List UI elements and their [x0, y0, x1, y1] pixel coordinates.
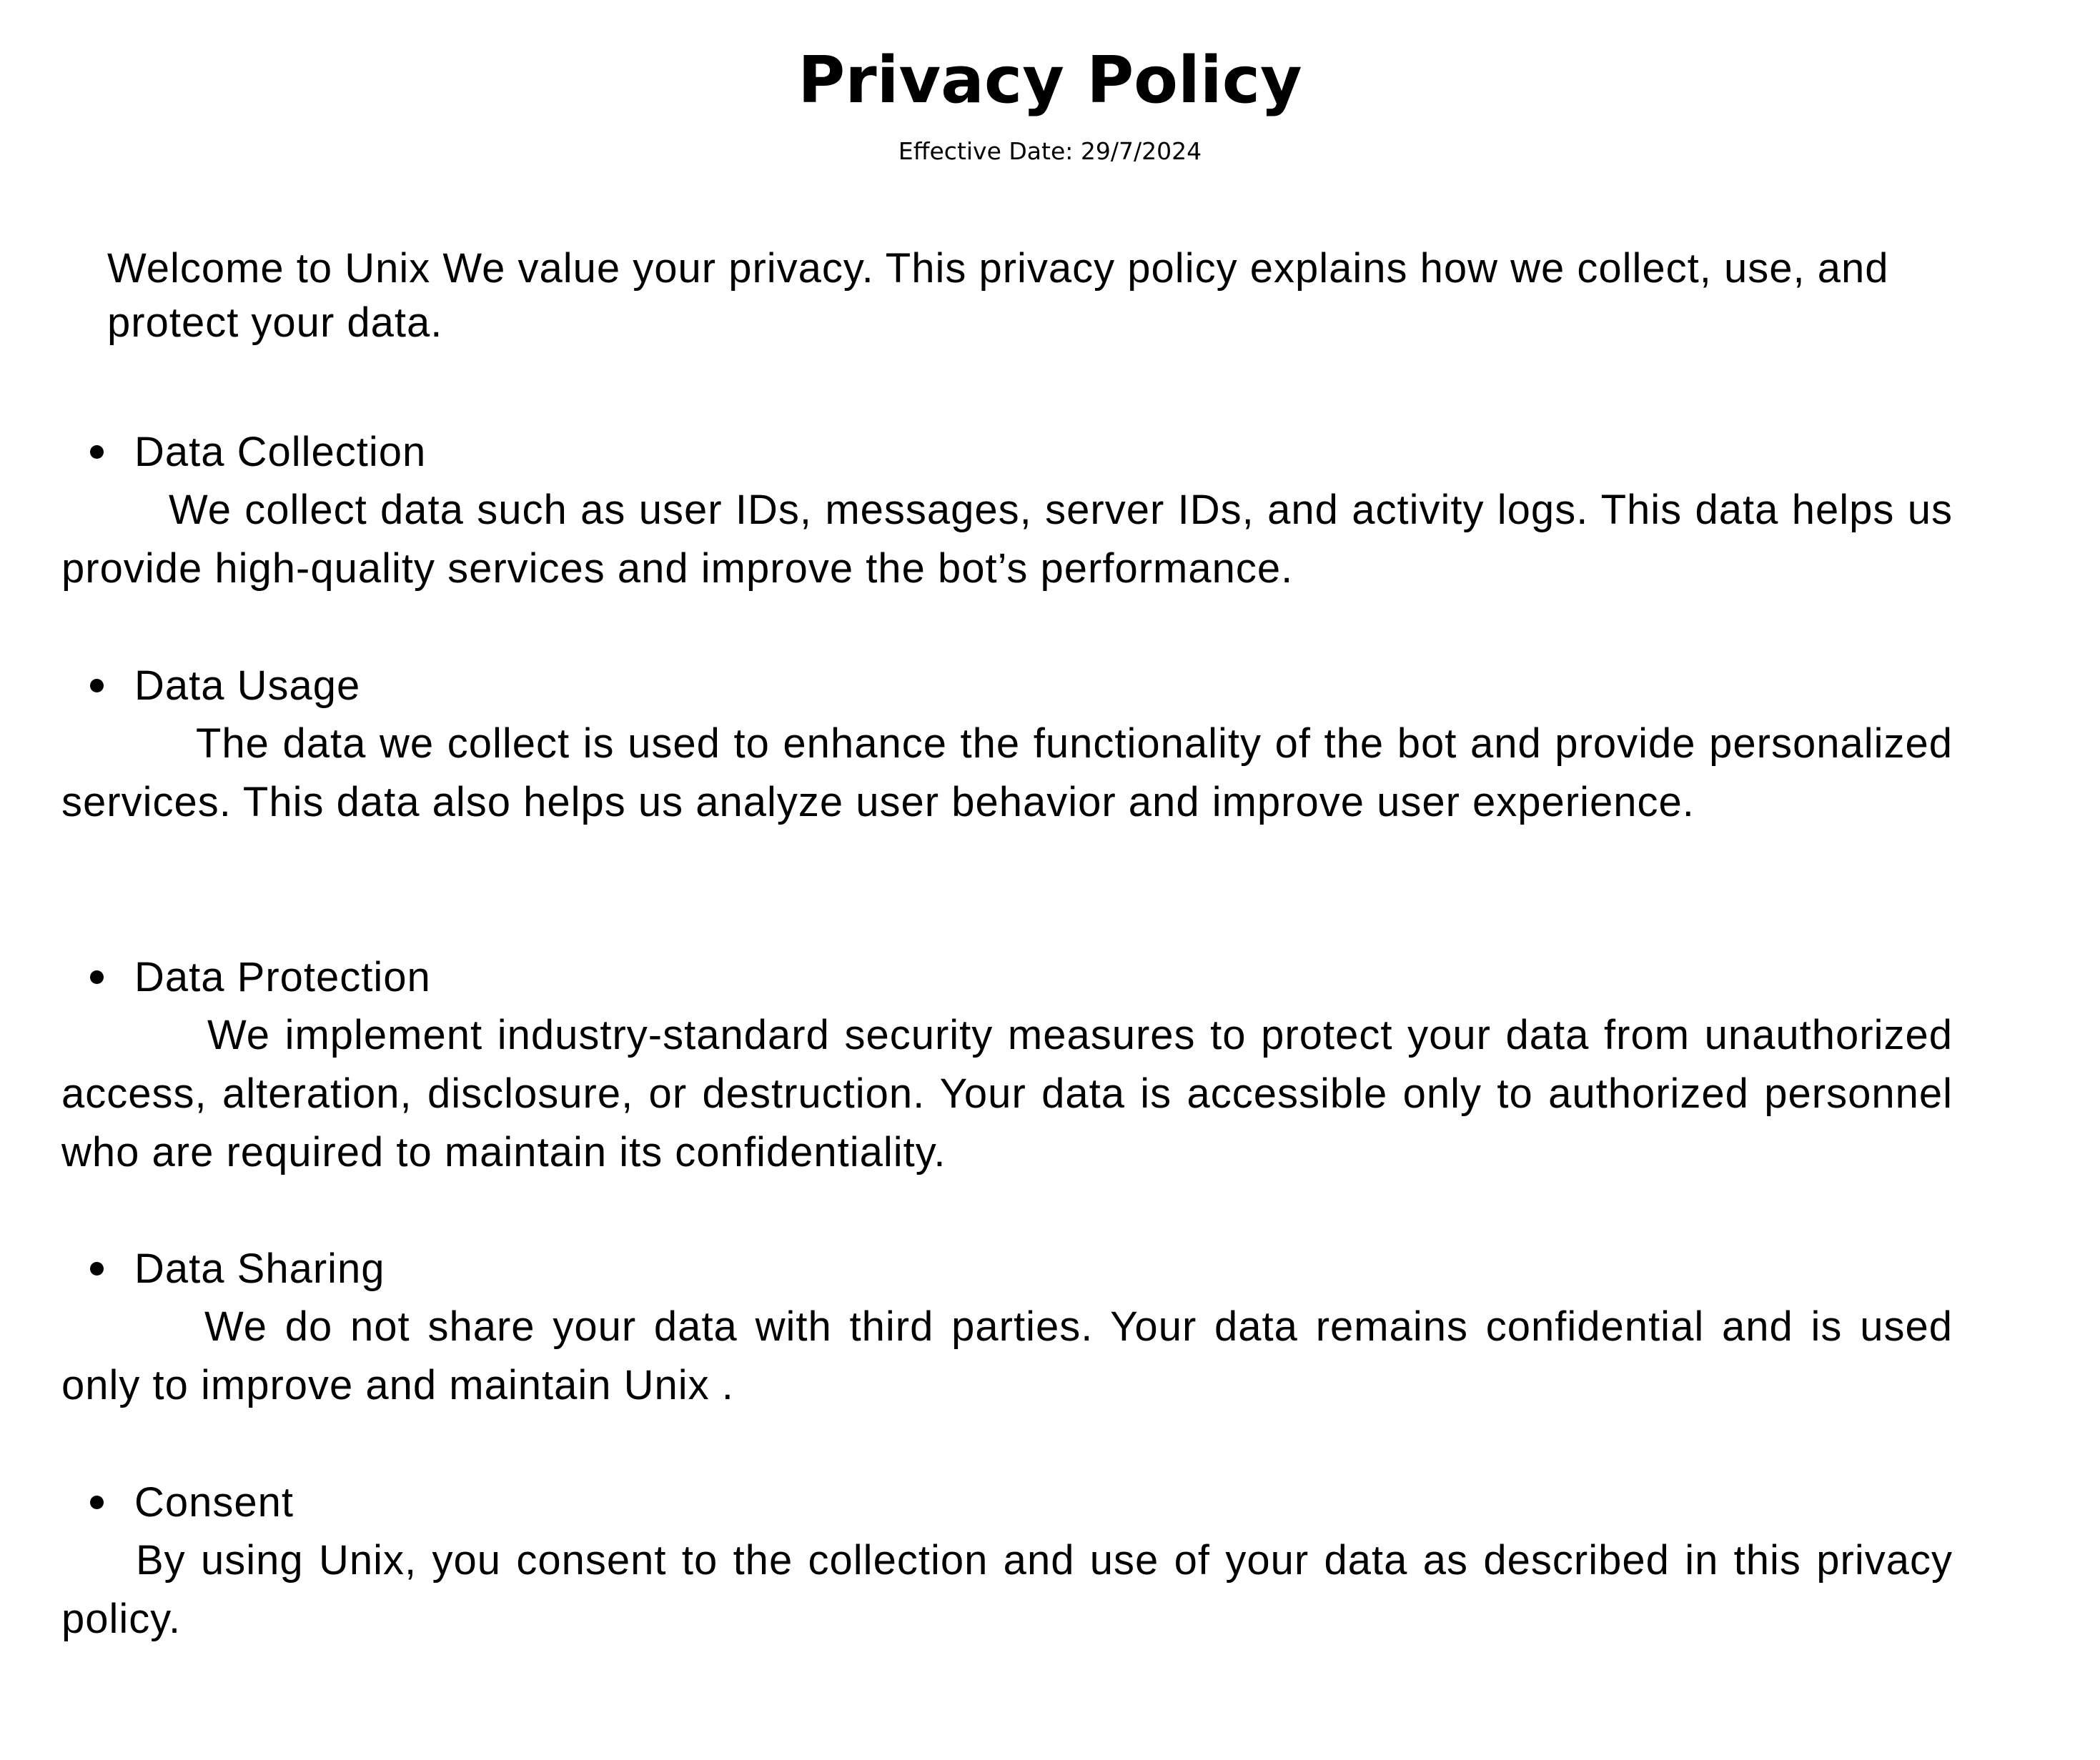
bullet-icon: [90, 679, 104, 692]
section-data-sharing: [61, 1241, 1953, 1415]
section-heading-label: Data Collection: [134, 429, 427, 475]
section-body: We implement industry-standard security measures to protect your data from unauthorized access, alteration, disclosure, or destruction. Your data is accessible only to authorized personnel who are required to maintain its confidentiality.: [61, 1012, 1953, 1175]
section-heading: [61, 949, 1953, 1006]
section-heading: [61, 1241, 1953, 1298]
section-heading: [61, 424, 1953, 481]
section-consent: [61, 1474, 1953, 1649]
section-heading: [61, 1474, 1953, 1531]
bullet-icon: [90, 1496, 104, 1509]
section-heading-label: Data Usage: [134, 662, 361, 709]
section-body: We do not share your data with third parties. Your data remains confidential and is used only to improve and maintain Unix .: [61, 1303, 1953, 1408]
intro-paragraph: Welcome to Unix We value your privacy. This privacy policy explains how we collect, use, and protect your data.: [107, 245, 1889, 346]
bullet-icon: [90, 445, 104, 459]
section-data-usage: [61, 657, 1953, 832]
section-data-protection: [61, 949, 1953, 1182]
section-heading-label: Data Protection: [134, 954, 431, 1000]
section-heading: [61, 657, 1953, 715]
bullet-icon: [90, 1262, 104, 1276]
bullet-icon: [90, 970, 104, 984]
section-body: By using Unix, you consent to the collection and use of your data as described in this privacy policy.: [61, 1537, 1953, 1642]
effective-date: Effective Date: 29/7/2024: [898, 137, 1202, 165]
section-body: The data we collect is used to enhance the functionality of the bot and provide personalized services. This data also helps us analyze user behavior and improve user experience.: [61, 720, 1953, 825]
section-data-collection: [61, 424, 1953, 598]
page-title: Privacy Policy: [798, 43, 1302, 118]
section-body: We collect data such as user IDs, messages, server IDs, and activity logs. This data helps us provide high-quality services and improve the bot’s performance.: [61, 487, 1953, 592]
section-heading-label: Consent: [134, 1479, 294, 1526]
section-heading-label: Data Sharing: [134, 1246, 385, 1292]
